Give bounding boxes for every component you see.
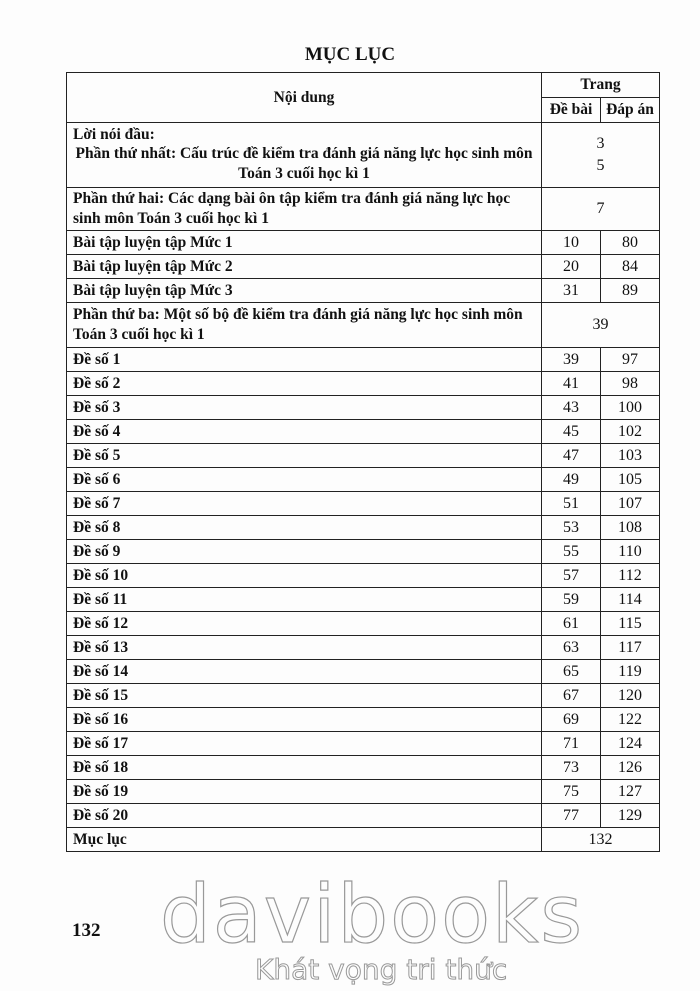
table-row	[67, 636, 660, 660]
table-row	[67, 468, 660, 492]
answer-page: 127	[601, 780, 660, 804]
part1-label: Phần thứ nhất: Cấu trúc đề kiểm tra đánh giá năng lực học sinh môn Toán 3 cuối học kì 1	[75, 145, 533, 182]
answer-page: 126	[601, 756, 660, 780]
intro-cell	[67, 123, 542, 188]
table-row	[67, 708, 660, 732]
row-label: Đề số 4	[67, 420, 542, 444]
table-row	[67, 420, 660, 444]
answer-page: 108	[601, 516, 660, 540]
row-label: Đề số 12	[67, 612, 542, 636]
row-label: Đề số 20	[67, 804, 542, 828]
exercise-page: 20	[542, 255, 601, 279]
page-number: 132	[72, 920, 101, 941]
row-label: Đề số 1	[67, 348, 542, 372]
table-row	[67, 348, 660, 372]
exercise-page: 55	[542, 540, 601, 564]
row-label: Đề số 11	[67, 588, 542, 612]
exercise-page: 31	[542, 279, 601, 303]
intro-pages	[542, 123, 660, 188]
exercise-page: 59	[542, 588, 601, 612]
exercise-page: 47	[542, 444, 601, 468]
answer-page: 98	[601, 372, 660, 396]
table-row	[67, 516, 660, 540]
table-row	[67, 492, 660, 516]
row-label: Đề số 19	[67, 780, 542, 804]
table-row	[67, 804, 660, 828]
table-row	[67, 396, 660, 420]
answer-page: 110	[601, 540, 660, 564]
row-label: Đề số 16	[67, 708, 542, 732]
exercise-page: 65	[542, 660, 601, 684]
header-content: Nội dung	[67, 73, 542, 123]
table-row	[67, 279, 660, 303]
row-label: Đề số 5	[67, 444, 542, 468]
answer-page: 114	[601, 588, 660, 612]
table-row	[67, 540, 660, 564]
exercise-page: 63	[542, 636, 601, 660]
exercise-page: 10	[542, 231, 601, 255]
row-label: Đề số 18	[67, 756, 542, 780]
row-label: Đề số 15	[67, 684, 542, 708]
header-page: Trang	[542, 73, 660, 98]
toc-label: Mục lục	[67, 828, 542, 852]
exercise-page: 75	[542, 780, 601, 804]
exercise-page: 57	[542, 564, 601, 588]
exercise-page: 77	[542, 804, 601, 828]
answer-page: 117	[601, 636, 660, 660]
table-row	[67, 756, 660, 780]
table-row	[67, 231, 660, 255]
exercise-page: 67	[542, 684, 601, 708]
table-row	[67, 444, 660, 468]
exercise-page: 69	[542, 708, 601, 732]
answer-page: 97	[601, 348, 660, 372]
intro-label: Lời nói đầu:	[73, 126, 155, 143]
answer-page: 115	[601, 612, 660, 636]
row-label: Đề số 10	[67, 564, 542, 588]
header-exercise: Đề bài	[542, 98, 601, 123]
row-label: Đề số 14	[67, 660, 542, 684]
table-row	[67, 564, 660, 588]
part3-page: 39	[542, 303, 660, 348]
answer-page: 84	[601, 255, 660, 279]
table-row	[67, 612, 660, 636]
watermark-brand: davibooks	[160, 868, 585, 961]
answer-page: 112	[601, 564, 660, 588]
row-label: Bài tập luyện tập Mức 1	[67, 231, 542, 255]
watermark-slogan: Khát vọng tri thức	[255, 953, 508, 986]
exercise-page: 49	[542, 468, 601, 492]
answer-page: 107	[601, 492, 660, 516]
table-row	[67, 372, 660, 396]
part2-label: Phần thứ hai: Các dạng bài ôn tập kiểm tra đánh giá năng lực học sinh môn Toán 3 cuối học kì 1	[67, 188, 542, 231]
part1-page: 5	[596, 157, 605, 174]
table-row	[67, 660, 660, 684]
exercise-page: 73	[542, 756, 601, 780]
page-title: MỤC LỤC	[304, 44, 396, 65]
row-label: Bài tập luyện tập Mức 2	[67, 255, 542, 279]
answer-page: 103	[601, 444, 660, 468]
intro-page: 3	[596, 135, 605, 152]
row-label: Bài tập luyện tập Mức 3	[67, 279, 542, 303]
table-row	[67, 684, 660, 708]
exercise-page: 53	[542, 516, 601, 540]
table-row	[67, 780, 660, 804]
header-answer: Đáp án	[601, 98, 660, 123]
exercise-page: 71	[542, 732, 601, 756]
row-label: Đề số 8	[67, 516, 542, 540]
answer-page: 100	[601, 396, 660, 420]
row-label: Đề số 2	[67, 372, 542, 396]
toc-page: 132	[542, 828, 660, 852]
answer-page: 119	[601, 660, 660, 684]
answer-page: 129	[601, 804, 660, 828]
row-label: Đề số 6	[67, 468, 542, 492]
answer-page: 120	[601, 684, 660, 708]
exercise-page: 43	[542, 396, 601, 420]
answer-page: 102	[601, 420, 660, 444]
row-label: Đề số 7	[67, 492, 542, 516]
row-label: Đề số 9	[67, 540, 542, 564]
answer-page: 122	[601, 708, 660, 732]
answer-page: 89	[601, 279, 660, 303]
part3-label: Phần thứ ba: Một số bộ đề kiểm tra đánh giá năng lực học sinh môn Toán 3 cuối học kì 1	[67, 303, 542, 348]
exercise-page: 39	[542, 348, 601, 372]
table-row	[67, 588, 660, 612]
row-label: Đề số 17	[67, 732, 542, 756]
table-row	[67, 732, 660, 756]
row-label: Đề số 13	[67, 636, 542, 660]
exercise-page: 45	[542, 420, 601, 444]
exercise-page: 51	[542, 492, 601, 516]
row-label: Đề số 3	[67, 396, 542, 420]
table-row	[67, 255, 660, 279]
answer-page: 105	[601, 468, 660, 492]
toc-table	[66, 72, 660, 852]
answer-page: 80	[601, 231, 660, 255]
answer-page: 124	[601, 732, 660, 756]
exercise-page: 41	[542, 372, 601, 396]
exercise-page: 61	[542, 612, 601, 636]
part2-page: 7	[542, 188, 660, 231]
